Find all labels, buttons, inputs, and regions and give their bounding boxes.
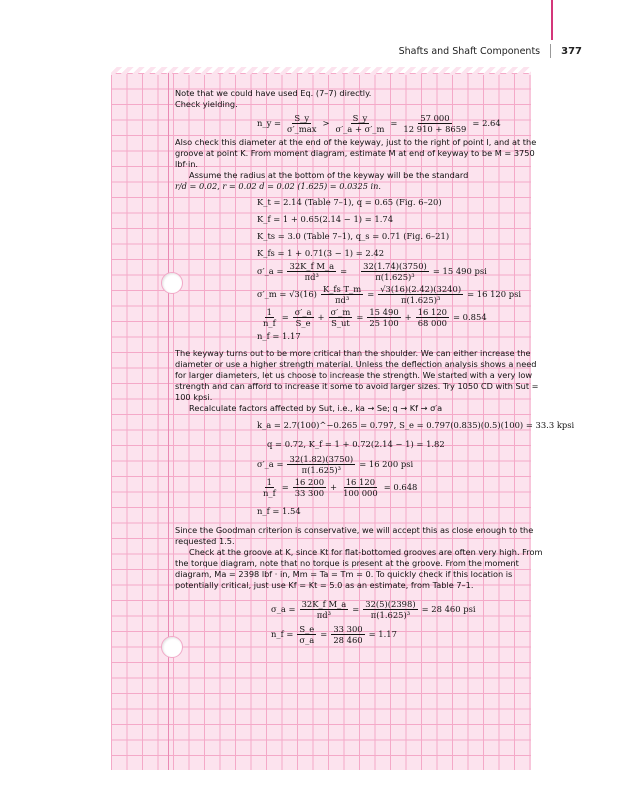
text-recalculate: Recalculate factors affected by Sut, i.e., ka → Se; q → Kf → σ′a	[189, 403, 443, 413]
text-assume-radius: Assume the radius at the bottom of the keyway will be the standard	[189, 170, 469, 180]
equation-sigma-a: σ′_a = $\frac{\text{32K\_f M\_a}}{\text{πd³}}$ = $\frac{32(1.74)(3750)}{\text{π(1.625)³}}$ = 15 490 psi	[257, 261, 487, 282]
equation-nf-2: n_f = 1.54	[257, 506, 301, 516]
equation-kfs: K_fs = 1 + 0.71(3 − 1) = 2.42	[257, 248, 385, 258]
text-groove-check: Check at the groove at K, since Kt for flat-bottomed grooves are often very high. From the torque diagram, note that no torque is present at the groove. From the moment diagram, Ma = 2398 lbf · in, Mm = Ta = Tm = 0. To quickly check if this location is potentially critical, just use Kf = Kt = 5.0 as an estimate, from Table 7–1.	[175, 547, 543, 590]
running-head	[399, 44, 582, 58]
section-title: Shafts and Shaft Components	[398, 45, 541, 57]
page-number: 377	[561, 45, 582, 57]
equation-q-kf: q = 0.72, K_f = 1 + 0.72(2.14 − 1) = 1.82	[267, 439, 445, 449]
fraction: $\frac{57 000}{12 910 + 8659}$	[403, 113, 467, 134]
text-radius-value: r/d = 0.02, r = 0.02 d = 0.02 (1.625) = 0.0325 in.	[175, 181, 382, 191]
header-separator	[550, 44, 551, 58]
eq-result: = 2.64	[472, 118, 501, 128]
equation-yield-factor: n_y = $\frac{S\_y}{\sigma'\_\max}$ > $\frac{S\_y}{\sigma'\_a + \sigma'\_m}$ = $\frac{57 000}{12 910 + 8659}$ = 2.64	[257, 113, 501, 134]
text-keyway-critical: The keyway turns out to be more critical than the shoulder. We can either increase the diameter or use a higher strength material. Unless the deflection analysis shows a need for larger diameters, let us choose to increase the strength. We started with a very low strength and can afford to increase it some to avoid larger sizes. Try 1050 CD with Sut = 100 kpsi.	[175, 348, 539, 402]
equation-kt: K_t = 2.14 (Table 7–1), q = 0.65 (Fig. 6–20)	[257, 197, 442, 207]
equation-sigma-a-2: σ′_a = $\frac{32(1.82)(3750)}{\text{π(1.625)³}}$ = 16 200 psi	[257, 454, 414, 475]
fraction: $\frac{S\_y}{\sigma'\_a + \sigma'\_m}$	[335, 113, 385, 134]
equation-sigma-m: σ′_m = √3(16) $\frac{\text{K\_fs T\_m}}{\text{πd³}}$ = $\frac{√3(16)(2.42)(3240)}{\text{π(1.625)³}}$ = 16 120 psi	[257, 284, 522, 305]
text-keyway-check: Also check this diameter at the end of the keyway, just to the right of point I, and at the groove at point K. From moment diagram, estimate M at end of keyway to be M = 3750 lbf·in.	[175, 137, 537, 169]
eq-operator: >	[322, 118, 330, 128]
equation-ka-se: k_a = 2.7(100)^−0.265 = 0.797, S_e = 0.797(0.835)(0.5)(100) = 33.3 kpsi	[257, 420, 575, 430]
worked-solution	[175, 88, 575, 645]
equation-goodman-2: $\frac{1}{n\_f}$ = $\frac{16 200}{33 300}$ + $\frac{16 120}{100 000}$ = 0.648	[263, 477, 418, 498]
margin-rule	[168, 73, 169, 770]
equation-kts: K_ts = 3.0 (Table 7–1), q_s = 0.71 (Fig. 6–21)	[257, 231, 450, 241]
text-check-yielding: Check yielding.	[175, 99, 238, 109]
equation-goodman-1: $\frac{1}{n\_f}$ = $\frac{\sigma'\_a}{S\_e}$ + $\frac{\sigma'\_m}{S\_ut}$ = $\frac{15 490}{25 100}$ + $\frac{16 120}{68 000}$ = 0.854	[263, 307, 487, 328]
equation-sigma-groove: σ_a = $\frac{\text{32K\_f M\_a}}{\text{πd³}}$ = $\frac{32(5)(2398)}{\text{π(1.625)³}}$ = 28 460 psi	[271, 599, 476, 620]
equation-nf-groove: n_f = $\frac{S\_e}{\sigma\_a}$ = $\frac{33 300}{28 460}$ = 1.17	[271, 624, 397, 645]
fraction: $\frac{S\_y}{\sigma'\_\max}$	[287, 113, 317, 134]
equation-kf: K_f = 1 + 0.65(2.14 − 1) = 1.74	[257, 214, 394, 224]
equation-nf-1: n_f = 1.17	[257, 331, 301, 341]
chapter-tab-marker	[551, 0, 553, 40]
eq-lhs: n_y =	[257, 118, 281, 128]
text-goodman-conservative: Since the Goodman criterion is conservative, we will accept this as close enough to the requested 1.5.	[175, 525, 534, 546]
text-note: Note that we could have used Eq. (7–7) directly.	[175, 88, 372, 98]
